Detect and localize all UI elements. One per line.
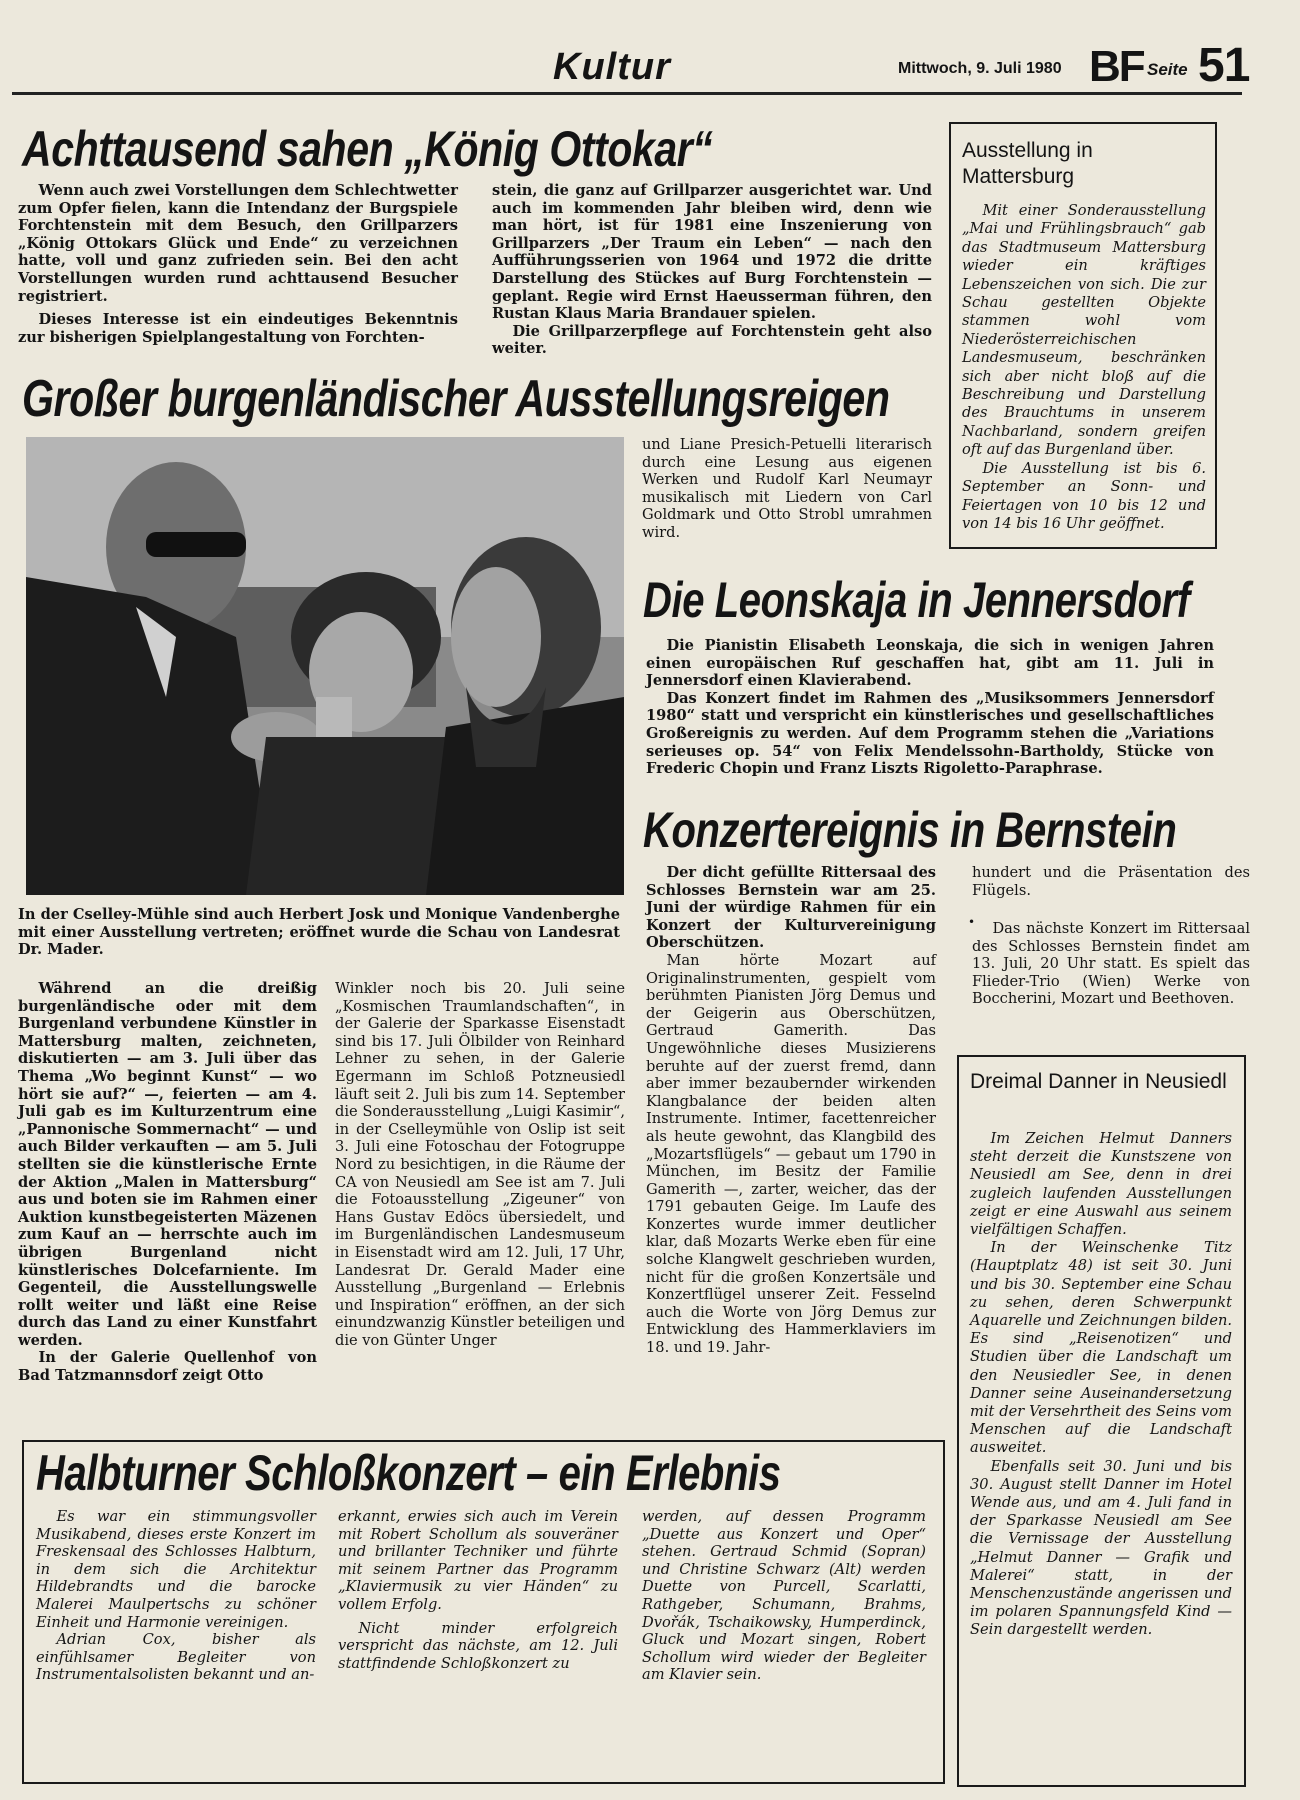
article-headline-bernstein: Konzertereignis in Bernstein (643, 802, 1177, 858)
paragraph: Es war ein stimmungsvoller Musikabend, dieses erste Konzert im Freskensaal des Schlosses Halbturn, in dem sich die Architektur Hildebrandts und die barocke Malerei Maulpertschs zu schöner Einheit und Harmonie vereinigen. (36, 1508, 316, 1631)
paragraph: hundert und die Präsentation des Flügels. (972, 864, 1250, 899)
article-bernstein-col2b (972, 920, 1250, 1008)
sidebar-title-danner: Dreimal Danner in Neusiedl (970, 1070, 1227, 1093)
paragraph: Mit einer Sonderausstellung „Mai und Frühlingsbrauch“ gab das Stadtmuseum Mattersburg wieder ein kräftiges Lebenszeichen von sich. Die zur Schau gestellten Objekte stammen wohl vom Niederösterreichischen Landesmuseum, beschränken sich aber nicht bloß auf die Beschreibung und Darstellung des Brauchtums in unserem Nachbarland, sondern greifen oft auf das Burgenland über. (962, 202, 1206, 459)
paragraph: stein, die ganz auf Grillparzer ausgerichtet war. Und auch im kommenden Jahr bleiben wird, denn wie man hört, ist für 1981 eine Inszenierung von Grillparzers „Der Traum ein Leben“ — nach den Aufführungsserien von 1964 und 1972 die dritte Darstellung des Stückes auf Burg Forchtenstein — geplant. Regie wird Ernst Haeusserman führen, den Rustan Klaus Maria Brandauer spielen. (492, 182, 932, 323)
paragraph: Das Konzert findet im Rahmen des „Musiksommers Jennersdorf 1980“ statt und verspricht ein künstlerisches und gesellschaftliches Großereignis zu werden. Auf dem Programm stehen die „Variations serieuses op. 54“ von Felix Mendelssohn-Bartholdy, Stücke von Frederic Chopin und Franz Liszts Rigoletto-Paraphrase. (646, 689, 1214, 778)
paragraph: Die Grillparzerpflege auf Forchtenstein geht also weiter. (492, 322, 932, 358)
article-bernstein-col2a (972, 864, 1250, 899)
paragraph: Adrian Cox, bisher als einfühlsamer Begleiter von Instrumentalsolisten bekannt und an- (36, 1631, 316, 1684)
photo-caption: In der Cselley-Mühle sind auch Herbert Josk und Monique Vandenberghe mit einer Ausstellung vertreten; eröffnet wurde die Schau von Landesrat Dr. Mader. (18, 906, 620, 959)
newspaper-logo: BF (1089, 42, 1144, 91)
paragraph: Die Ausstellung ist bis 6. September an Sonn- und Feiertagen von 10 bis 12 und von 14 bis 16 Uhr geöffnet. (962, 459, 1206, 532)
paragraph: Das nächste Konzert im Rittersaal des Schlosses Bernstein findet am 13. Juli, 20 Uhr statt. Es spielt das Flieder-Trio (Wien) Werke von Boccherini, Mozart und Beethoven. (972, 920, 1250, 1008)
sidebar-text-mattersburg (962, 202, 1206, 533)
article-bernstein-col1 (646, 864, 936, 1357)
article-headline-halbturn: Halbturner Schloßkonzert – ein Erlebnis (36, 1445, 781, 1501)
article-ottokar-col1 (18, 182, 458, 346)
exhibition-photo (26, 437, 624, 895)
article-halbturn-col1 (36, 1508, 316, 1684)
paragraph: werden, auf dessen Programm „Duette aus Konzert und Oper“ stehen. Gertraud Schmid (Sopran) und Christine Schwarz (Alt) werden Duette von Purcell, Scarlatti, Rathgeber, Schumann, Brahms, Dvořák, Tschaikowsky, Humperdinck, Gluck und Mozart singen, Robert Schollum wird wieder der Begleiter am Klavier sein. (642, 1508, 926, 1684)
sidebar-text-danner (970, 1130, 1232, 1640)
article-leonskaja-text (646, 637, 1214, 778)
issue-date: Mittwoch, 9. Juli 1980 (898, 60, 1062, 77)
article-headline-ausstellungsreigen: Großer burgenländischer Ausstellungsreigen (22, 370, 890, 428)
article-ausstellungsreigen-col1 (18, 980, 317, 1385)
paragraph: und Liane Presich-Petuelli literarisch durch eine Lesung aus eigenen Werken und Rudolf Karl Neumayr musikalisch mit Liedern von Carl Goldmark und Otto Strobl umrahmen wird. (642, 436, 932, 541)
paragraph: Die Pianistin Elisabeth Leonskaja, die sich in wenigen Jahren einen europäischen Ruf geschaffen hat, gibt am 11. Juli in Jennersdorf einen Klavierabend. (646, 637, 1214, 690)
article-headline-leonskaja: Die Leonskaja in Jennersdorf (643, 572, 1190, 628)
paragraph: In der Weinschenke Titz (Hauptplatz 48) ist seit 30. Juni und bis 30. September eine Schau zu sehen, deren Schwerpunkt Aquarelle und Zeichnungen bilden. Es sind „Reisenotizen“ und Studien über die Landschaft um den Neusiedler See, in denen Danner seine Auseinandersetzung mit der Versehrtheit des Seins vom Menschen auf die Landschaft ausweitet. (970, 1239, 1232, 1457)
sidebar-title-mattersburg: Ausstellung in Mattersburg (962, 139, 1093, 188)
paragraph: In der Galerie Quellenhof von Bad Tatzmannsdorf zeigt Otto (18, 1349, 317, 1385)
paragraph: Der dicht gefüllte Rittersaal des Schlosses Bernstein war am 25. Juni der würdige Rahmen für ein Konzert der Kulturvereinigung Oberschützen. (646, 864, 936, 952)
paragraph: Man hörte Mozart auf Originalinstrumenten, gespielt vom berühmten Pianisten Jörg Demus und der Geigerin aus Oberschützen, Gertraud Gamerith. Das Ungewöhnliche dieses Musizierens beruhte auf der zuerst fremd, dann aber immer bezaubernder wirkenden Klangbalance der beiden alten Instrumente. Intimer, facettenreicher als heute gewohnt, das Klangbild des „Mozartsflügels“ — gebaut um 1790 in München, im Besitz der Familie Gamerith —, zarter, weicher, das der 1791 gebauten Geige. Im Laufe des Konzertes wurde immer deutlicher klar, daß Mozarts Werke eben für eine solche Klangwelt geschrieben wurden, nicht für die großen Konzertsäle und Konzertflügel unserer Zeit. Fesselnd auch die Worte von Jörg Demus zur Entwicklung des Hammerklaviers im 18. und 19. Jahr- (646, 951, 936, 1357)
article-halbturn-col2 (338, 1508, 618, 1672)
article-headline-ottokar: Achttausend sahen „König Ottokar“ (22, 121, 713, 177)
header-rule (12, 92, 1242, 95)
section-title: Kultur (553, 46, 671, 88)
separator-dot: • (968, 915, 976, 929)
article-halbturn-col3 (642, 1508, 926, 1684)
paragraph: Im Zeichen Helmut Danners steht derzeit die Kunstszene von Neusiedl am See, denn in drei zugleich laufenden Ausstellungen zeigt er eine Auswahl aus seinem vielfältigen Schaffen. (970, 1130, 1232, 1239)
paragraph: Dieses Interesse ist ein eindeutiges Bekenntnis zur bisherigen Spielplangestaltung von Forchten- (18, 311, 458, 346)
paragraph: Nicht minder erfolgreich verspricht das nächste, am 12. Juli stattfindende Schloßkonzert zu (338, 1619, 618, 1672)
article-ausstellungsreigen-right (642, 436, 932, 542)
paragraph: Winkler noch bis 20. Juli seine „Kosmischen Traumlandschaften“, in der Galerie der Sparkasse Eisenstadt sind bis 17. Juli Ölbilder von Reinhard Lehner zu sehen, in der Galerie Egermann im Schloß Potzneusiedl läuft seit 2. Juli bis zum 14. September die Sonderausstellung „Luigi Kasimir“, in der Cselleymühle von Oslip ist seit 3. Juli eine Fotoschau der Fotogruppe Nord zu besichtigen, in die Räume der CA von Neusiedl am See ist am 7. Juli die Fotoausstellung „Zigeuner“ von Hans Gustav Edöcs übersiedelt, und im Burgenländischen Landesmuseum in Eisenstadt wird am 12. Juli, 17 Uhr, Landesrat Dr. Gerald Mader eine Ausstellung „Burgenland — Erlebnis und Inspiration“ eröffnen, an der sich einundzwanzig Künstler beteiligen und die von Günter Unger (335, 980, 625, 1349)
page-number: 51 (1198, 39, 1250, 92)
page-label: Seite (1147, 60, 1188, 79)
article-ottokar-col2 (492, 182, 932, 358)
paragraph: erkannt, erwies sich auch im Verein mit Robert Schollum als souveräner und brillanter Techniker und führte mit seinem Partner das Programm „Klaviermusik zu vier Händen“ zu vollem Erfolg. (338, 1508, 618, 1613)
paragraph: Wenn auch zwei Vorstellungen dem Schlechtwetter zum Opfer fielen, kann die Intendanz der Burgspiele Forchtenstein mit dem Besuch, den Grillparzers „König Ottokars Glück und Ende“ zu verzeichnen hatte, voll und ganz zufrieden sein. Bei den acht Vorstellungen wurden rund achttausend Besucher registriert. (18, 182, 458, 305)
article-ausstellungsreigen-col2 (335, 980, 625, 1349)
paragraph: Während an die dreißig burgenländische oder mit dem Burgenland verbundene Künstler in Mattersburg malten, zeichneten, diskutierten — am 3. Juli über das Thema „Wo beginnt Kunst“ — wo hört sie auf?“ —, feierten — am 4. Juli gab es im Kulturzentrum eine „Pannonische Sommernacht“ — und auch Bilder verkauften — am 5. Juli stellten sie die künstlerische Ernte der Aktion „Malen in Mattersburg“ aus und boten sie im Rahmen einer Auktion kunstbegeisterten Mäzenen zum Kauf an — herrschte auch im übrigen Burgenland nicht künstlerisches Dolcefarniente. Im Gegenteil, die Ausstellungswelle rollt weiter und läßt eine Reise durch das Land zu einer Kunstfahrt werden. (18, 980, 317, 1349)
paragraph: Ebenfalls seit 30. Juni und bis 30. August stellt Danner im Hotel Wende aus, und am 4. Juli fand in der Sparkasse Neusiedl am See die Vernissage der Ausstellung „Helmut Danner — Grafik und Malerei“ statt, in der Menschenzustände angerissen und im polaren Spannungsfeld Kind — Sein dargestellt werden. (970, 1457, 1232, 1639)
